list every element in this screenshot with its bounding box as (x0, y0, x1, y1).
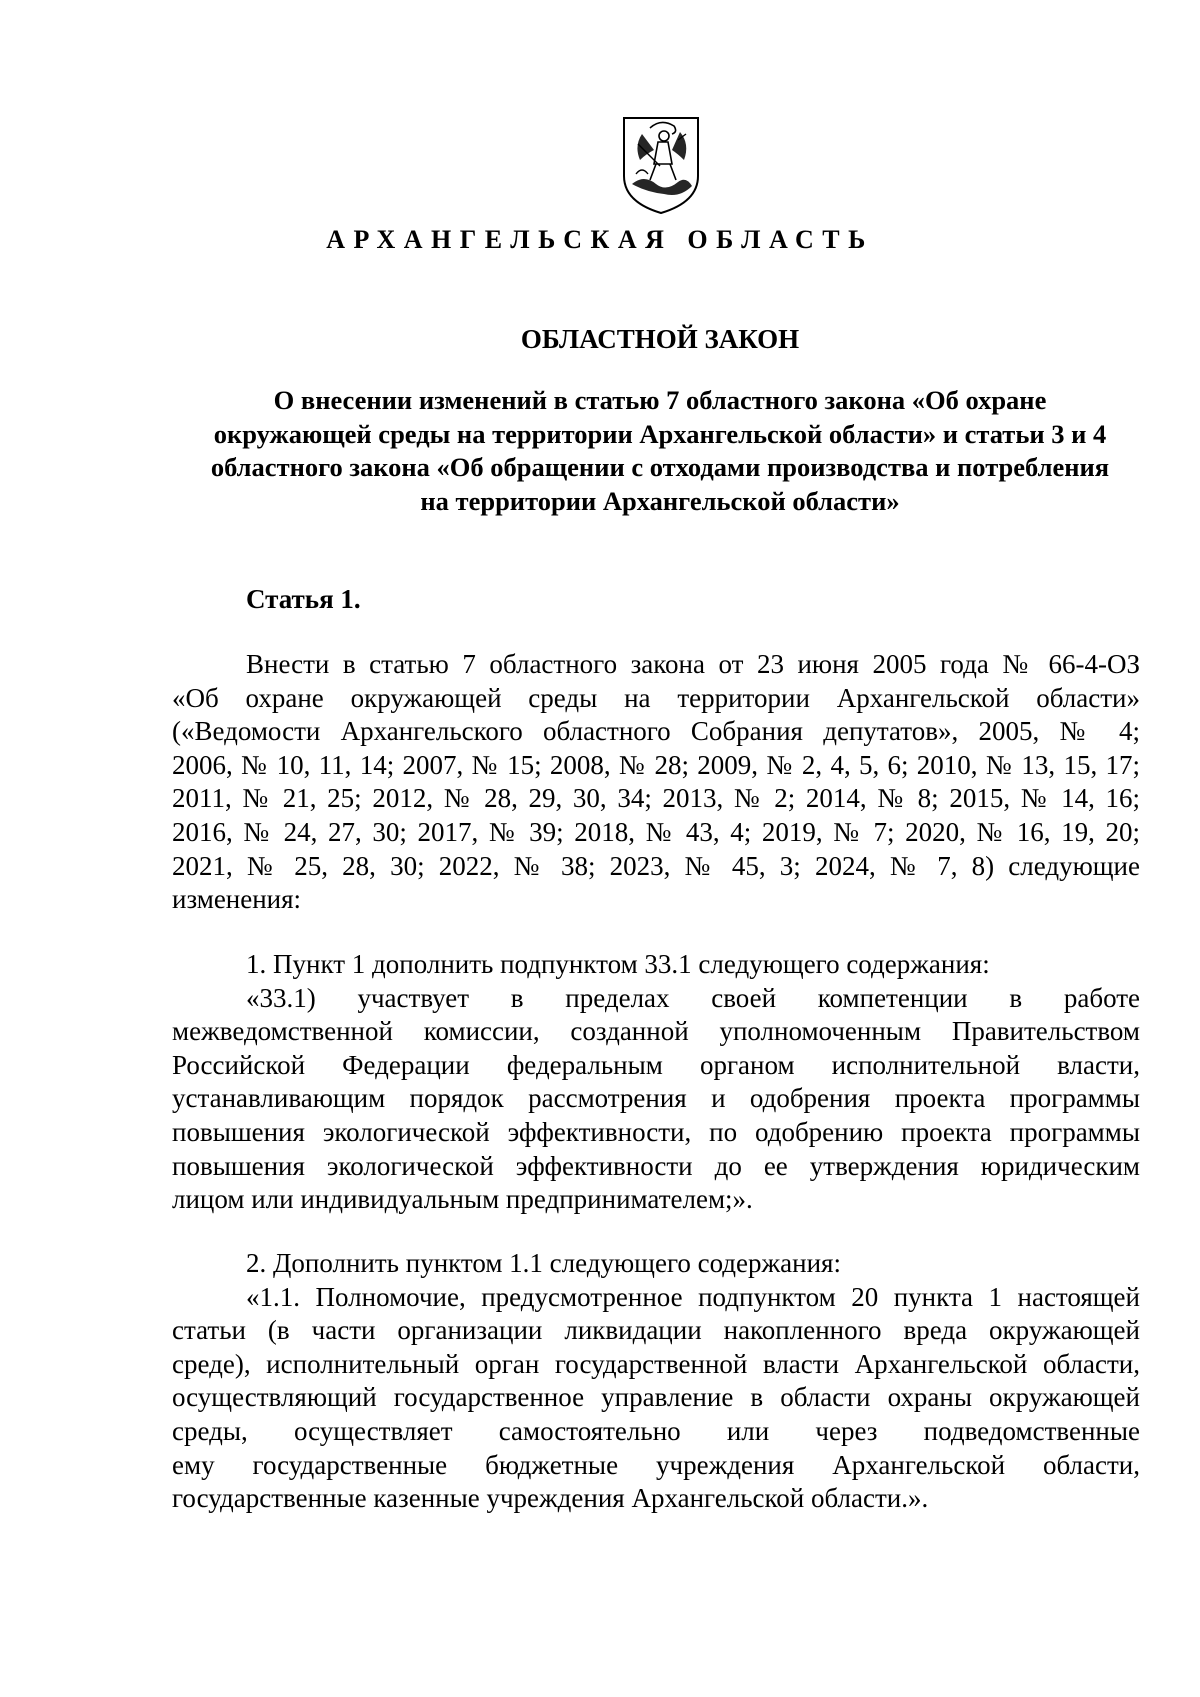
paragraph-line: («Ведомости Архангельского областного Собрания депутатов», 2005, № 4; (172, 716, 1140, 747)
law-title-line: областного закона «Об обращении с отходами производства и потребления (210, 452, 1110, 482)
paragraph-line: среды, осуществляет самостоятельно или через подведомственные (172, 1415, 1140, 1446)
paragraph-line: Внести в статью 7 областного закона от 23 июня 2005 года № 66-4-ОЗ (246, 649, 1140, 679)
law-title (170, 384, 1150, 518)
paragraph-line: лицом или индивидуальным предпринимателем;». (172, 1184, 753, 1215)
amendment-item-2 (172, 1247, 1140, 1516)
article-heading: Статья 1. (246, 584, 361, 614)
paragraph-line: межведомственной комиссии, созданной уполномоченным Правительством (172, 1016, 1140, 1047)
paragraph-line: осуществляющий государственное управление в области охраны окружающей (172, 1382, 1140, 1413)
law-title-line: на территории Архангельской области» (420, 485, 900, 516)
law-title-line: О внесении изменений в статью 7 областного закона «Об охране (273, 385, 1047, 415)
paragraph-line: «33.1) участвует в пределах своей компетенции в работе (246, 982, 1140, 1013)
paragraph-line: повышения экологической эффективности, по одобрению проекта программы (172, 1116, 1140, 1147)
paragraph-line: государственные казенные учреждения Архангельской области.». (172, 1483, 929, 1514)
paragraph-line: изменения: (172, 884, 302, 915)
paragraph-line: статьи (в части организации ликвидации накопленного вреда окружающей (172, 1315, 1140, 1346)
paragraph-line: 1. Пункт 1 дополнить подпунктом 33.1 следующего содержания: (246, 949, 990, 979)
paragraph-line: ему государственные бюджетные учреждения Архангельской области, (172, 1449, 1140, 1480)
paragraph-line: 2. Дополнить пунктом 1.1 следующего содержания: (246, 1248, 841, 1278)
paragraph-line: повышения экологической эффективности до ее утверждения юридическим (172, 1150, 1140, 1181)
paragraph-line: 2011, № 21, 25; 2012, № 28, 29, 30, 34; 2013, № 2; 2014, № 8; 2015, № 14, 16; (172, 783, 1140, 814)
region-name: АРХАНГЕЛЬСКАЯ ОБЛАСТЬ (326, 225, 874, 254)
paragraph-line: 2006, № 10, 11, 14; 2007, № 15; 2008, № 28; 2009, № 2, 4, 5, 6; 2010, № 13, 15, 17; (172, 749, 1140, 780)
paragraph-line: 2021, № 25, 28, 30; 2022, № 38; 2023, № 45, 3; 2024, № 7, 8) следующие (172, 850, 1140, 881)
coat-of-arms-icon (620, 114, 702, 216)
document-type: ОБЛАСТНОЙ ЗАКОН (520, 324, 800, 354)
paragraph-line: Российской Федерации федеральным органом исполнительной власти, (172, 1049, 1140, 1080)
law-title-line: окружающей среды на территории Архангельской области» и статьи 3 и 4 (213, 418, 1107, 449)
paragraph-line: «1.1. Полномочие, предусмотренное подпунктом 20 пункта 1 настоящей (246, 1281, 1140, 1312)
amendment-item-1 (172, 948, 1140, 1217)
paragraph-line: «Об охране окружающей среды на территории Архангельской области» (172, 682, 1140, 713)
paragraph-line: 2016, № 24, 27, 30; 2017, № 39; 2018, № 43, 4; 2019, № 7; 2020, № 16, 19, 20; (172, 816, 1140, 847)
paragraph-line: устанавливающим порядок рассмотрения и одобрения проекта программы (172, 1083, 1140, 1114)
article-intro-paragraph (172, 648, 1140, 917)
paragraph-line: среде), исполнительный орган государственной власти Архангельской области, (172, 1348, 1140, 1379)
